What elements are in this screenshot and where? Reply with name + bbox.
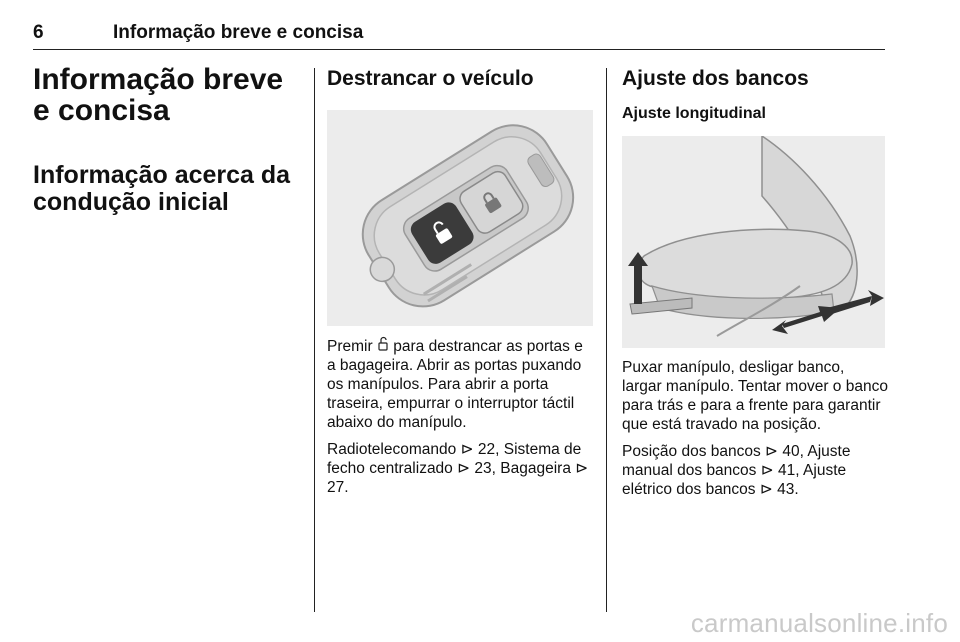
- cross-references: Posição dos bancos ⊳ 40, Ajuste manual dos bancos ⊳ 41, Ajuste elétrico dos bancos ⊳ 43.: [622, 443, 851, 498]
- key-fob-illustration: [327, 110, 593, 326]
- page-reference[interactable]: 22: [477, 441, 496, 458]
- column-divider: [606, 68, 607, 612]
- column-right: [622, 66, 888, 499]
- seat-adjustment-illustration: [622, 136, 885, 348]
- page-reference[interactable]: 41: [778, 462, 796, 479]
- reference-arrow-icon: ⊳: [760, 462, 774, 479]
- column-middle: [327, 66, 595, 497]
- column-left: [33, 64, 303, 216]
- subheading-longitudinal: Ajuste longitudinal: [622, 105, 766, 122]
- page-number: 6: [33, 22, 44, 43]
- page-reference[interactable]: 23: [474, 460, 492, 477]
- page-reference[interactable]: 43: [777, 481, 795, 498]
- section-title: Informação acerca da condução inicial: [33, 161, 291, 216]
- unlock-icon: [377, 336, 389, 356]
- chapter-title: Informação breve e concisa: [33, 63, 284, 127]
- cross-references: Radiotelecomando ⊳ 22, Sistema de fecho centralizado ⊳ 23, Bagageira ⊳ 27.: [327, 441, 589, 496]
- reference-arrow-icon: ⊳: [575, 460, 589, 477]
- reference-arrow-icon: ⊳: [460, 441, 474, 458]
- seat-instructions: Puxar manípulo, desligar banco, largar manípulo. Tentar mover o banco para trás e para a frente para garantir que está travado na posição.: [622, 359, 888, 433]
- section-heading-unlock: Destrancar o veículo: [327, 67, 534, 90]
- reference-arrow-icon: ⊳: [457, 460, 471, 477]
- section-heading-seats: Ajuste dos bancos: [622, 67, 809, 90]
- column-divider: [314, 68, 315, 612]
- running-title: Informação breve e concisa: [113, 22, 364, 43]
- page-reference[interactable]: 40: [782, 443, 800, 460]
- reference-arrow-icon: ⊳: [765, 443, 779, 460]
- page-reference[interactable]: 27: [327, 479, 345, 496]
- reference-arrow-icon: ⊳: [759, 481, 773, 498]
- page-header: [33, 10, 885, 50]
- unlock-instructions: Premir para destrancar as portas e a bagageira. Abrir as portas puxando os manípulos. Para abrir a porta traseira, empurrar o interruptor táctil abaixo do manípulo.: [327, 338, 583, 431]
- watermark: carmanualsonline.info: [690, 608, 948, 638]
